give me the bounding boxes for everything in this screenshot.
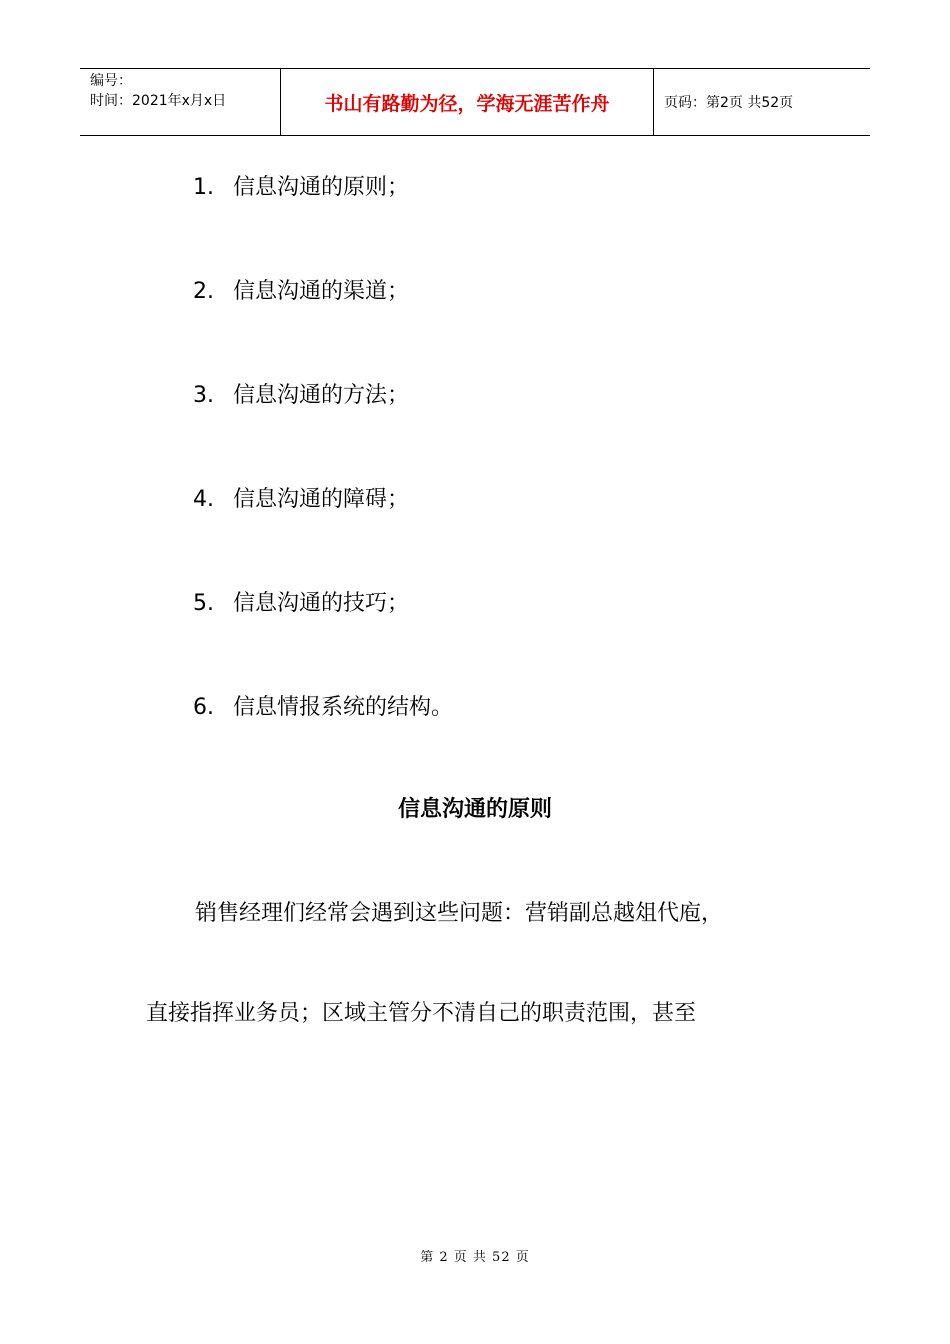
document-number-label: 编号： [90, 73, 132, 89]
section-title: 信息沟通的原则 [397, 797, 552, 822]
list-item-number: 6. [193, 695, 214, 720]
list-item [193, 378, 409, 409]
list-item-text: 信息沟通的技巧； [233, 591, 410, 616]
list-item-number: 2. [193, 279, 214, 304]
header-page-info: 页码：第2页 共52页 [664, 95, 794, 111]
header-motto: 书山有路勤为径，学海无涯苦作舟 [281, 69, 654, 135]
list-item [193, 586, 409, 617]
header-meta-cell [80, 69, 281, 135]
list-item-number: 1. [193, 175, 214, 200]
list-item-text: 信息沟通的障碍； [233, 487, 410, 512]
list-item-number: 5. [193, 591, 214, 616]
list-item [193, 170, 409, 201]
list-item [193, 482, 409, 513]
list-item [193, 690, 453, 721]
page-footer: 第 2 页 共 52 页 [420, 1250, 530, 1265]
list-item-number: 3. [193, 383, 214, 408]
paragraph-line: 销售经理们经常会遇到这些问题：营销副总越俎代庖， [195, 901, 724, 926]
document-date-label: 时间：2021年x月x日 [90, 93, 227, 109]
list-item-number: 4. [193, 487, 214, 512]
list-item-text: 信息情报系统的结构。 [233, 695, 454, 720]
page-header [80, 68, 870, 136]
list-item-text: 信息沟通的渠道； [233, 279, 410, 304]
paragraph-line: 直接指挥业务员；区域主管分不清自己的职责范围，甚至 [146, 1001, 697, 1026]
list-item [193, 274, 409, 305]
list-item-text: 信息沟通的原则； [233, 175, 410, 200]
list-item-text: 信息沟通的方法； [233, 383, 410, 408]
